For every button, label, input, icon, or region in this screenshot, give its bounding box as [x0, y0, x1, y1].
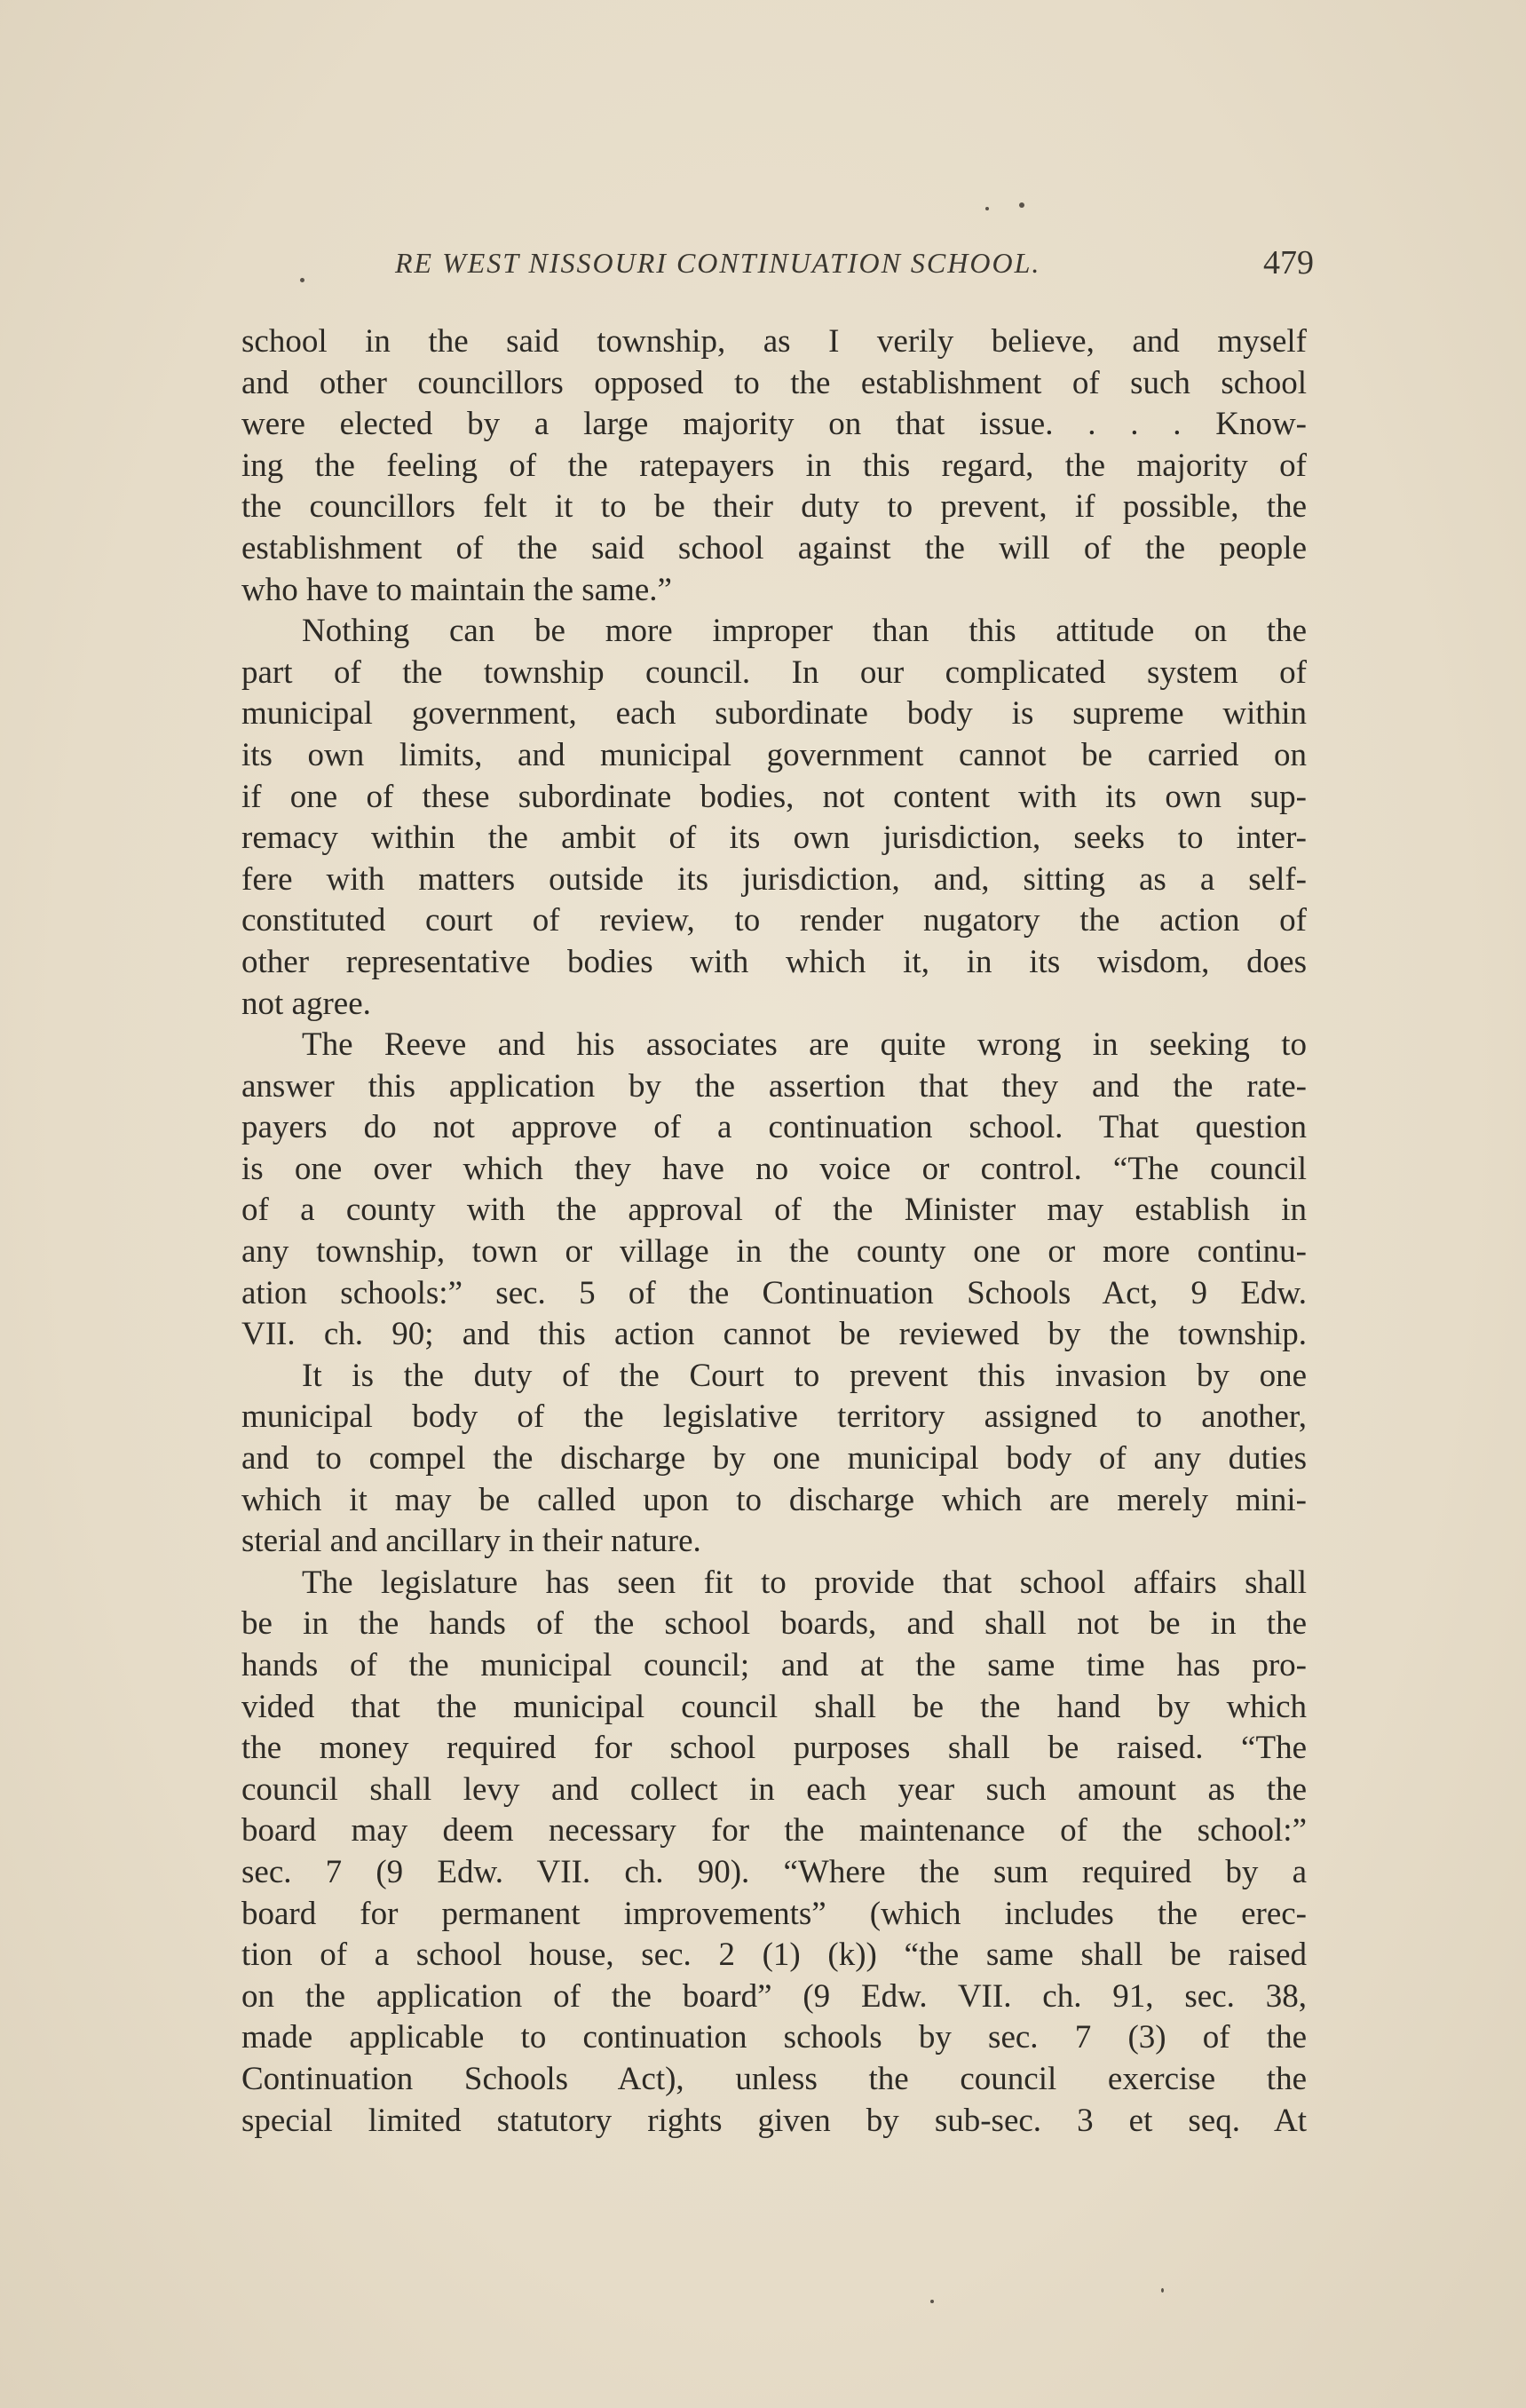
text-line: Continuation Schools Act), unless the council exercise the [241, 2060, 1307, 2097]
text-line: tion of a school house, sec. 2 (1) (k)) “the same shall be raised [241, 1937, 1307, 1974]
print-speck [985, 207, 989, 210]
text-line: The legislature has seen fit to provide that school affairs shall [302, 1564, 1307, 1601]
page-header [240, 240, 1314, 293]
text-line: ation schools:” sec. 5 of the Continuation Schools Act, 9 Edw. [241, 1274, 1307, 1311]
print-speck [1019, 202, 1024, 208]
text-line: which it may be called upon to discharge which are merely mini- [241, 1481, 1307, 1518]
text-line: board may deem necessary for the maintenance of the school:” [241, 1812, 1307, 1850]
text-line: and to compel the discharge by one municipal body of any duties [241, 1440, 1307, 1477]
text-line: not agree. [241, 985, 371, 1022]
text-line: on the application of the board” (9 Edw. VII. ch. 91, sec. 38, [241, 1977, 1307, 2015]
text-line: answer this application by the assertion that they and the rate- [241, 1067, 1307, 1105]
text-line: made applicable to continuation schools by sec. 7 (3) of the [241, 2019, 1307, 2056]
text-line: any township, town or village in the county one or more continu- [241, 1233, 1307, 1271]
text-line: payers do not approve of a continuation school. That question [241, 1109, 1307, 1146]
text-line: the money required for school purposes shall be raised. “The [241, 1730, 1307, 1767]
text-line: fere with matters outside its jurisdiction, and, sitting as a self- [241, 860, 1307, 898]
text-line: ing the feeling of the ratepayers in this regard, the majority of [241, 447, 1307, 484]
text-line: establishment of the said school against the will of the people [241, 529, 1307, 566]
text-line: its own limits, and municipal government cannot be carried on [241, 736, 1307, 773]
text-line: the councillors felt it to be their duty to prevent, if possible, the [241, 488, 1307, 526]
text-line: The Reeve and his associates are quite wrong in seeking to [302, 1026, 1307, 1064]
text-line: be in the hands of the school boards, and shall not be in the [241, 1605, 1307, 1643]
body-text [241, 321, 1307, 2142]
text-line: sterial and ancillary in their nature. [241, 1523, 701, 1560]
text-line: is one over which they have no voice or control. “The council [241, 1150, 1307, 1187]
text-line: Nothing can be more improper than this attitude on the [302, 613, 1307, 650]
text-line: school in the said township, as I verily believe, and myself [241, 323, 1307, 360]
print-speck [1161, 2288, 1164, 2293]
text-line: of a county with the approval of the Minister may establish in [241, 1192, 1307, 1229]
text-line: vided that the municipal council shall be the hand by which [241, 1688, 1307, 1725]
text-line: remacy within the ambit of its own jurisdiction, seeks to inter- [241, 820, 1307, 857]
text-line: sec. 7 (9 Edw. VII. ch. 90). “Where the sum required by a [241, 1853, 1307, 1890]
text-line: municipal body of the legislative territory assigned to another, [241, 1398, 1307, 1436]
text-line: and other councillors opposed to the establishment of such school [241, 364, 1307, 401]
text-line: constituted court of review, to render nugatory the action of [241, 902, 1307, 939]
text-line: other representative bodies with which it, in its wisdom, does [241, 943, 1307, 980]
text-line: municipal government, each subordinate body is supreme within [241, 695, 1307, 733]
text-line: if one of these subordinate bodies, not content with its own sup- [241, 778, 1307, 815]
text-line: VII. ch. 90; and this action cannot be reviewed by the township. [241, 1316, 1307, 1353]
page-number: 479 [1263, 244, 1314, 281]
text-line: who have to maintain the same.” [241, 571, 672, 608]
text-line: were elected by a large majority on that issue. . . . Know- [241, 406, 1307, 443]
running-head: RE WEST NISSOURI CONTINUATION SCHOOL. [395, 247, 1041, 279]
text-line: council shall levy and collect in each year such amount as the [241, 1770, 1307, 1808]
print-speck [930, 2300, 934, 2303]
text-line: It is the duty of the Court to prevent this invasion by one [302, 1357, 1307, 1394]
text-line: board for permanent improvements” (which includes the erec- [241, 1895, 1307, 1932]
text-line: part of the township council. In our complicated system of [241, 653, 1307, 691]
text-line: hands of the municipal council; and at the same time has pro- [241, 1647, 1307, 1683]
text-line: special limited statutory rights given by sub-sec. 3 et seq. At [241, 2102, 1307, 2139]
